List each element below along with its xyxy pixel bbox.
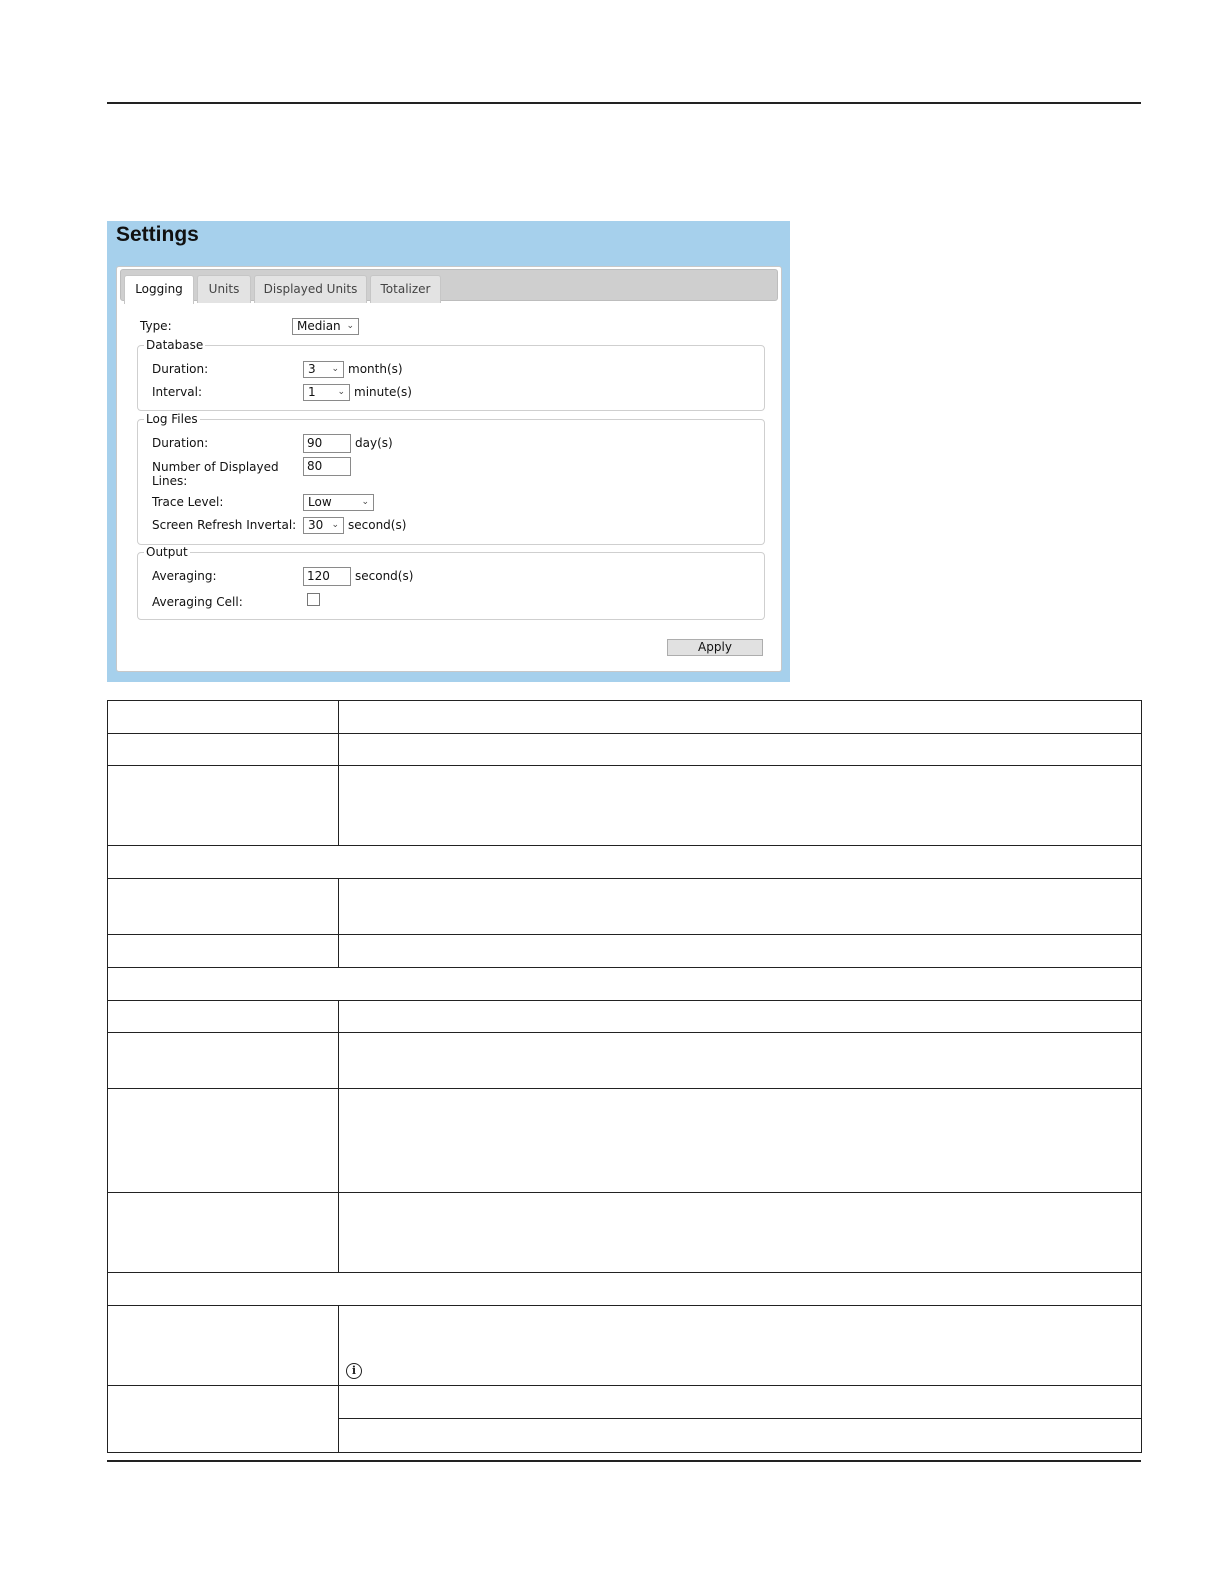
database-group [137,345,765,411]
lf-lines-label: Number of Displayed Lines: [152,460,279,488]
page-top-rule [107,102,1141,104]
lf-refresh-label: Screen Refresh Invertal: [152,518,297,532]
type-select[interactable] [292,318,359,335]
database-legend: Database [146,338,204,352]
db-duration-unit: month(s) [348,362,403,376]
lf-duration-input[interactable]: 90 [303,434,351,453]
chevron-down-icon: ⌄ [337,387,345,397]
out-averaging-input[interactable]: 120 [303,567,351,586]
output-group [137,552,765,620]
tab-displayed-units[interactable]: Displayed Units [254,275,367,303]
table-row-line [107,1032,1142,1033]
out-averaging-unit: second(s) [355,569,414,583]
table-row-line [107,700,1142,701]
lf-trace-label: Trace Level: [152,495,224,509]
output-legend: Output [146,545,188,559]
tab-units[interactable]: Units [197,275,251,303]
table-row-line [107,1452,1142,1453]
log-files-legend: Log Files [146,412,198,426]
table-row-line [107,1088,1142,1089]
out-averaging-label: Averaging: [152,569,217,583]
info-icon: i [346,1363,362,1379]
table-col-line [338,1000,339,1272]
lf-trace-select[interactable] [303,494,374,511]
settings-screenshot [107,221,790,682]
lf-refresh-unit: second(s) [348,518,407,532]
lf-lines-input[interactable]: 80 [303,457,351,476]
db-duration-label: Duration: [152,362,209,376]
type-label: Type: [140,319,172,333]
table-row-line [107,845,1142,846]
apply-button[interactable]: Apply [667,639,763,656]
table-row-line [107,934,1142,935]
db-duration-select[interactable] [303,361,344,378]
table-row-line [107,1000,1142,1001]
table-col-line [1141,700,1142,1452]
lf-duration-unit: day(s) [355,436,393,450]
table-row-line [107,967,1142,968]
table-row-line [107,1385,1142,1386]
table-row-line [107,1192,1142,1193]
chevron-down-icon: ⌄ [361,497,369,507]
type-select-value: Median [297,319,341,333]
averaging-cell-checkbox[interactable] [307,593,320,606]
settings-panel [116,266,782,672]
tab-bar [120,269,778,301]
db-interval-label: Interval: [152,385,202,399]
table-col-line [338,1305,339,1452]
settings-table [107,700,1142,1453]
out-cell-label: Averaging Cell: [152,595,243,609]
page-bottom-rule [107,1460,1141,1462]
tab-logging[interactable]: Logging [124,275,194,304]
lf-trace-value: Low [308,495,332,509]
table-row-line [107,878,1142,879]
table-col-line [107,700,108,1452]
chevron-down-icon: ⌄ [331,364,339,374]
settings-title: Settings [116,223,199,246]
db-interval-unit: minute(s) [354,385,412,399]
table-row-line [107,765,1142,766]
table-row-line [107,1305,1142,1306]
chevron-down-icon: ⌄ [346,321,354,331]
db-interval-select[interactable] [303,384,350,401]
tab-totalizer[interactable]: Totalizer [370,275,441,303]
db-duration-value: 3 [308,362,316,376]
lf-duration-label: Duration: [152,436,209,450]
chevron-down-icon: ⌄ [331,520,339,530]
lf-refresh-select[interactable] [303,517,344,534]
lf-refresh-value: 30 [308,518,324,532]
table-col-line [338,878,339,967]
table-col-line [338,700,339,845]
table-row-line [107,1272,1142,1273]
table-row-line [107,733,1142,734]
table-row-line [338,1418,1142,1419]
db-interval-value: 1 [308,385,316,399]
